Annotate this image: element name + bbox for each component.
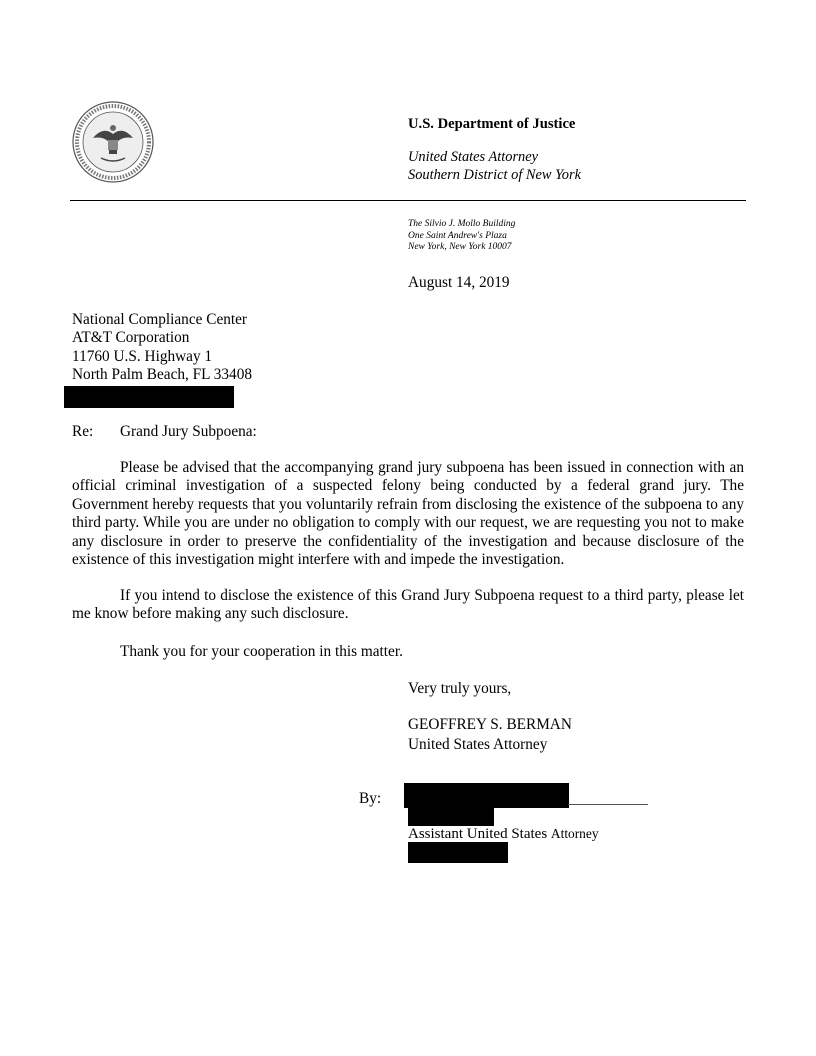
ausa-title-part1: Assistant United States bbox=[408, 826, 548, 842]
by-label: By: bbox=[359, 790, 382, 807]
recipient-line1: National Compliance Center bbox=[72, 311, 248, 328]
closing: Very truly yours, bbox=[408, 680, 512, 697]
office-line1: United States Attorney bbox=[408, 149, 539, 165]
street-line: One Saint Andrew's Plaza bbox=[408, 230, 507, 241]
phone-redaction bbox=[408, 842, 508, 863]
body-paragraph-2 bbox=[72, 587, 744, 624]
name-redaction bbox=[408, 806, 494, 826]
doj-seal-icon bbox=[71, 100, 155, 184]
recipient-line3: 11760 U.S. Highway 1 bbox=[72, 347, 213, 365]
letter-date: August 14, 2019 bbox=[408, 274, 510, 291]
signer-title: United States Attorney bbox=[408, 736, 548, 753]
signer-name: GEOFFREY S. BERMAN bbox=[408, 716, 572, 733]
office-address bbox=[408, 219, 515, 254]
letterhead-divider bbox=[70, 200, 746, 201]
paragraph-3-text: Thank you for your cooperation in this matter. bbox=[120, 643, 403, 660]
paragraph-2-text: If you intend to disclose the existence of this Grand Jury Subpoena request to a third party, please let me know before making any such disclosure. bbox=[72, 587, 744, 623]
paragraph-1-text: Please be advised that the accompanying grand jury subpoena has been issued in connection with an official criminal investigation of a suspected felony being conducted by a federal grand jury. The Government hereby requests that you voluntarily refrain from disclosing the existence of the subpoena to any third party. While you are under no obligation to comply with our request, we are requesting you not to make any disclosure in order to preserve the confidentiality of the investigation and because disclosure of the existence of this investigation might interfere with and impede the investigation. bbox=[72, 459, 744, 569]
city-line: New York, New York 10007 bbox=[408, 242, 512, 252]
signature-redaction bbox=[404, 783, 569, 808]
recipient-address bbox=[72, 311, 252, 385]
building-line: The Silvio J. Mollo Building bbox=[408, 219, 516, 229]
ausa-title bbox=[408, 826, 599, 843]
ausa-title-part2: Attorney bbox=[550, 826, 599, 841]
signature-line bbox=[568, 804, 648, 805]
subject-text: Grand Jury Subpoena: bbox=[120, 423, 257, 440]
department-name: U.S. Department of Justice bbox=[408, 116, 576, 132]
body-paragraph-3 bbox=[72, 643, 744, 661]
recipient-line2: AT&T Corporation bbox=[72, 329, 190, 347]
subject-label: Re: bbox=[72, 423, 94, 440]
office-line2: Southern District of New York bbox=[408, 167, 581, 183]
subject-line bbox=[72, 423, 257, 441]
recipient-line4: North Palm Beach, FL 33408 bbox=[72, 366, 252, 384]
body-paragraph-1 bbox=[72, 459, 744, 569]
redaction-block bbox=[64, 386, 234, 408]
